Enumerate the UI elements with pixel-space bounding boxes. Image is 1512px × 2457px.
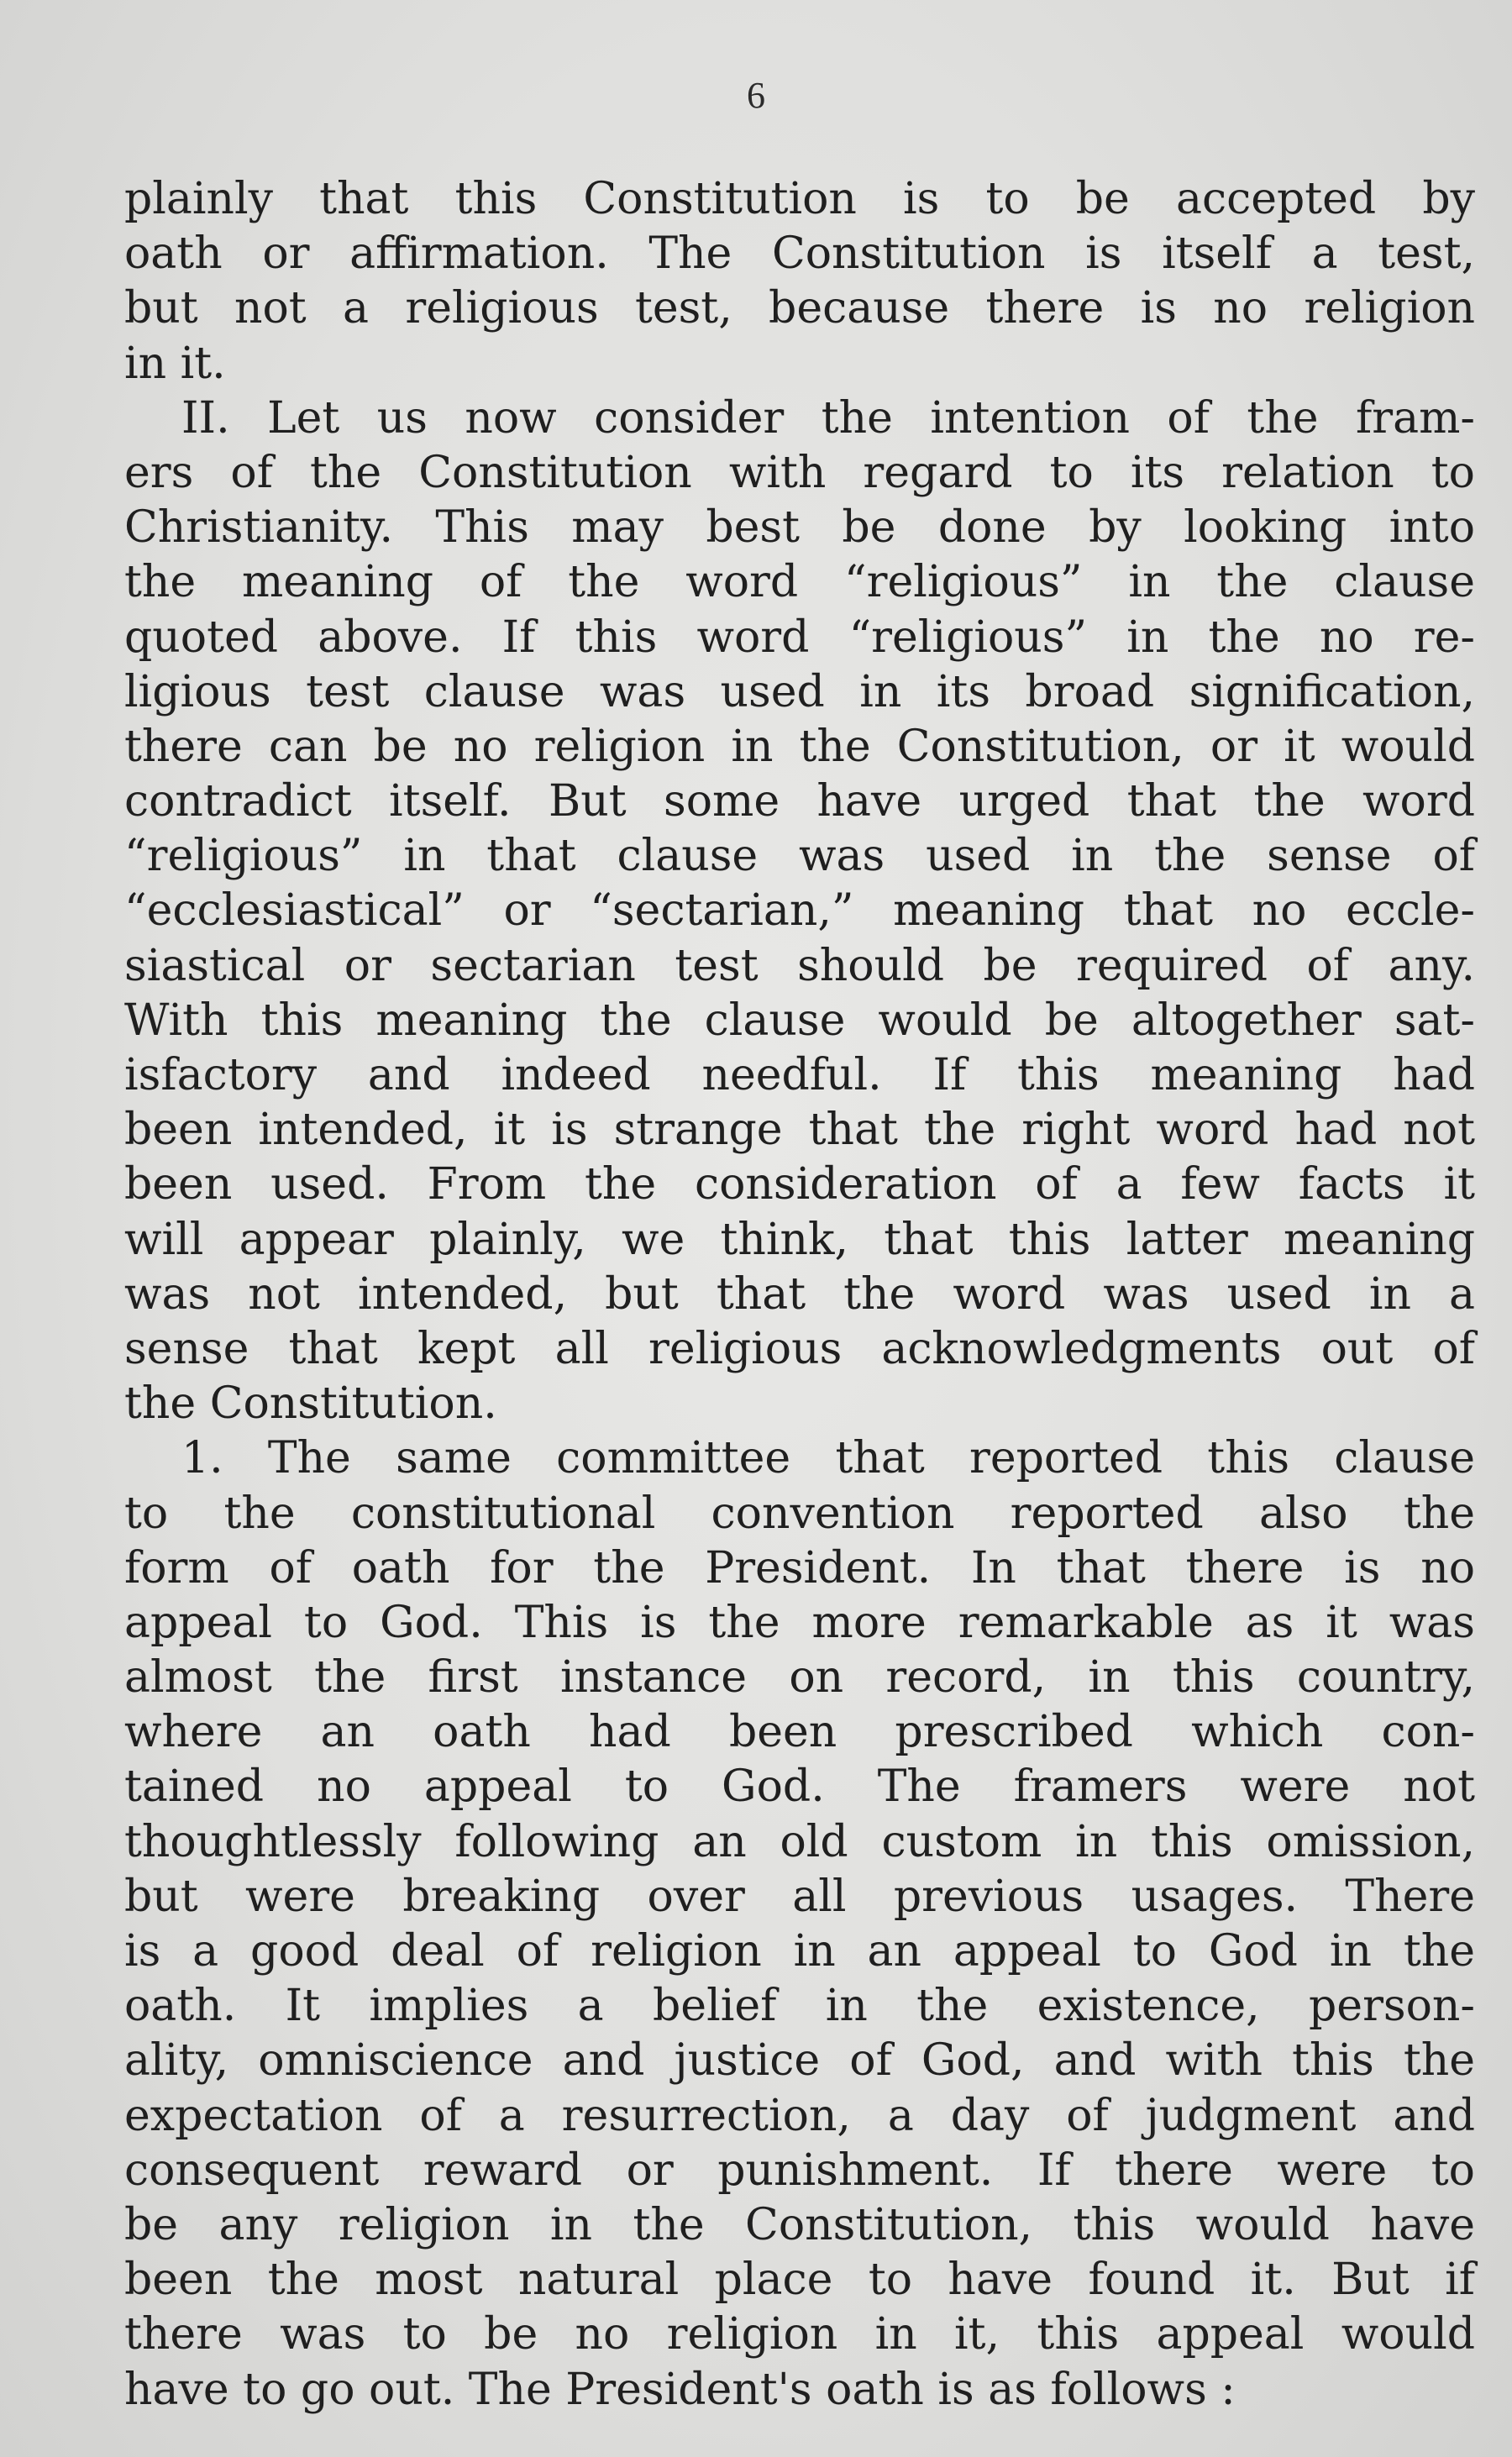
- text-line: With this meaning the clause would be altogether sat-: [124, 995, 1475, 1046]
- text-line: isfactory and indeed needful. If this meaning had: [124, 1050, 1475, 1100]
- text-line: the Constitution.: [124, 1378, 497, 1430]
- text-line: 1. The same committee that reported this clause: [181, 1433, 1475, 1484]
- text-line: ality, omniscience and justice of God, and with this the: [124, 2035, 1475, 2087]
- text-line: but not a religious test, because there is no religion: [124, 283, 1475, 334]
- text-line: oath or affirmation. The Constitution is itself a test,: [124, 228, 1475, 280]
- text-line: there can be no religion in the Constitution, or it would: [124, 721, 1475, 772]
- page-number: 6: [747, 75, 765, 116]
- text-line: plainly that this Constitution is to be accepted by: [124, 174, 1475, 224]
- body-text: [124, 172, 1475, 2418]
- text-line: the meaning of the word “religious” in the clause: [124, 557, 1475, 608]
- text-line: in it.: [124, 338, 226, 389]
- text-line: ligious test clause was used in its broad signification,: [124, 666, 1475, 717]
- text-line: have to go out. The President's oath is as follows :: [124, 2364, 1236, 2415]
- text-line: been used. From the consideration of a few facts it: [124, 1159, 1475, 1210]
- text-line: thoughtlessly following an old custom in this omission,: [124, 1816, 1475, 1867]
- text-line: II. Let us now consider the intention of the fram-: [181, 392, 1475, 444]
- text-line: appeal to God. This is the more remarkable as it was: [124, 1597, 1475, 1648]
- text-line: Christianity. This may best be done by looking into: [124, 502, 1475, 554]
- text-line: is a good deal of religion in an appeal to God in the: [124, 1926, 1475, 1977]
- text-line: been intended, it is strange that the right word had not: [124, 1105, 1475, 1156]
- text-line: where an oath had been prescribed which con-: [124, 1707, 1475, 1758]
- text-line: siastical or sectarian test should be required of any.: [124, 940, 1475, 991]
- text-line: quoted above. If this word “religious” in the no re-: [124, 612, 1475, 663]
- text-line: to the constitutional convention reported also the: [124, 1488, 1475, 1539]
- text-line: sense that kept all religious acknowledgments out of: [124, 1323, 1475, 1374]
- text-line: form of oath for the President. In that there is no: [124, 1542, 1475, 1593]
- text-line: there was to be no religion in it, this appeal would: [124, 2309, 1475, 2360]
- text-line: will appear plainly, we think, that this latter meaning: [124, 1214, 1475, 1265]
- text-line: ers of the Constitution with regard to its relation to: [124, 447, 1475, 498]
- text-line: was not intended, but that the word was used in a: [124, 1268, 1475, 1320]
- text-line: “ecclesiastical” or “sectarian,” meaning that no eccle-: [124, 885, 1475, 937]
- text-line: expectation of a resurrection, a day of judgment and: [124, 2090, 1475, 2141]
- text-line: almost the first instance on record, in this country,: [124, 1652, 1475, 1704]
- text-line: but were breaking over all previous usages. There: [124, 1871, 1475, 1922]
- text-line: tained no appeal to God. The framers were not: [124, 1761, 1475, 1813]
- text-line: be any religion in the Constitution, this would have: [124, 2199, 1475, 2250]
- text-line: been the most natural place to have found it. But if: [124, 2255, 1475, 2306]
- text-line: “religious” in that clause was used in the sense of: [124, 831, 1475, 882]
- text-line: oath. It implies a belief in the existence, person-: [124, 1981, 1475, 2032]
- text-line: contradict itself. But some have urged that the word: [124, 776, 1475, 827]
- text-line: consequent reward or punishment. If there were to: [124, 2145, 1475, 2196]
